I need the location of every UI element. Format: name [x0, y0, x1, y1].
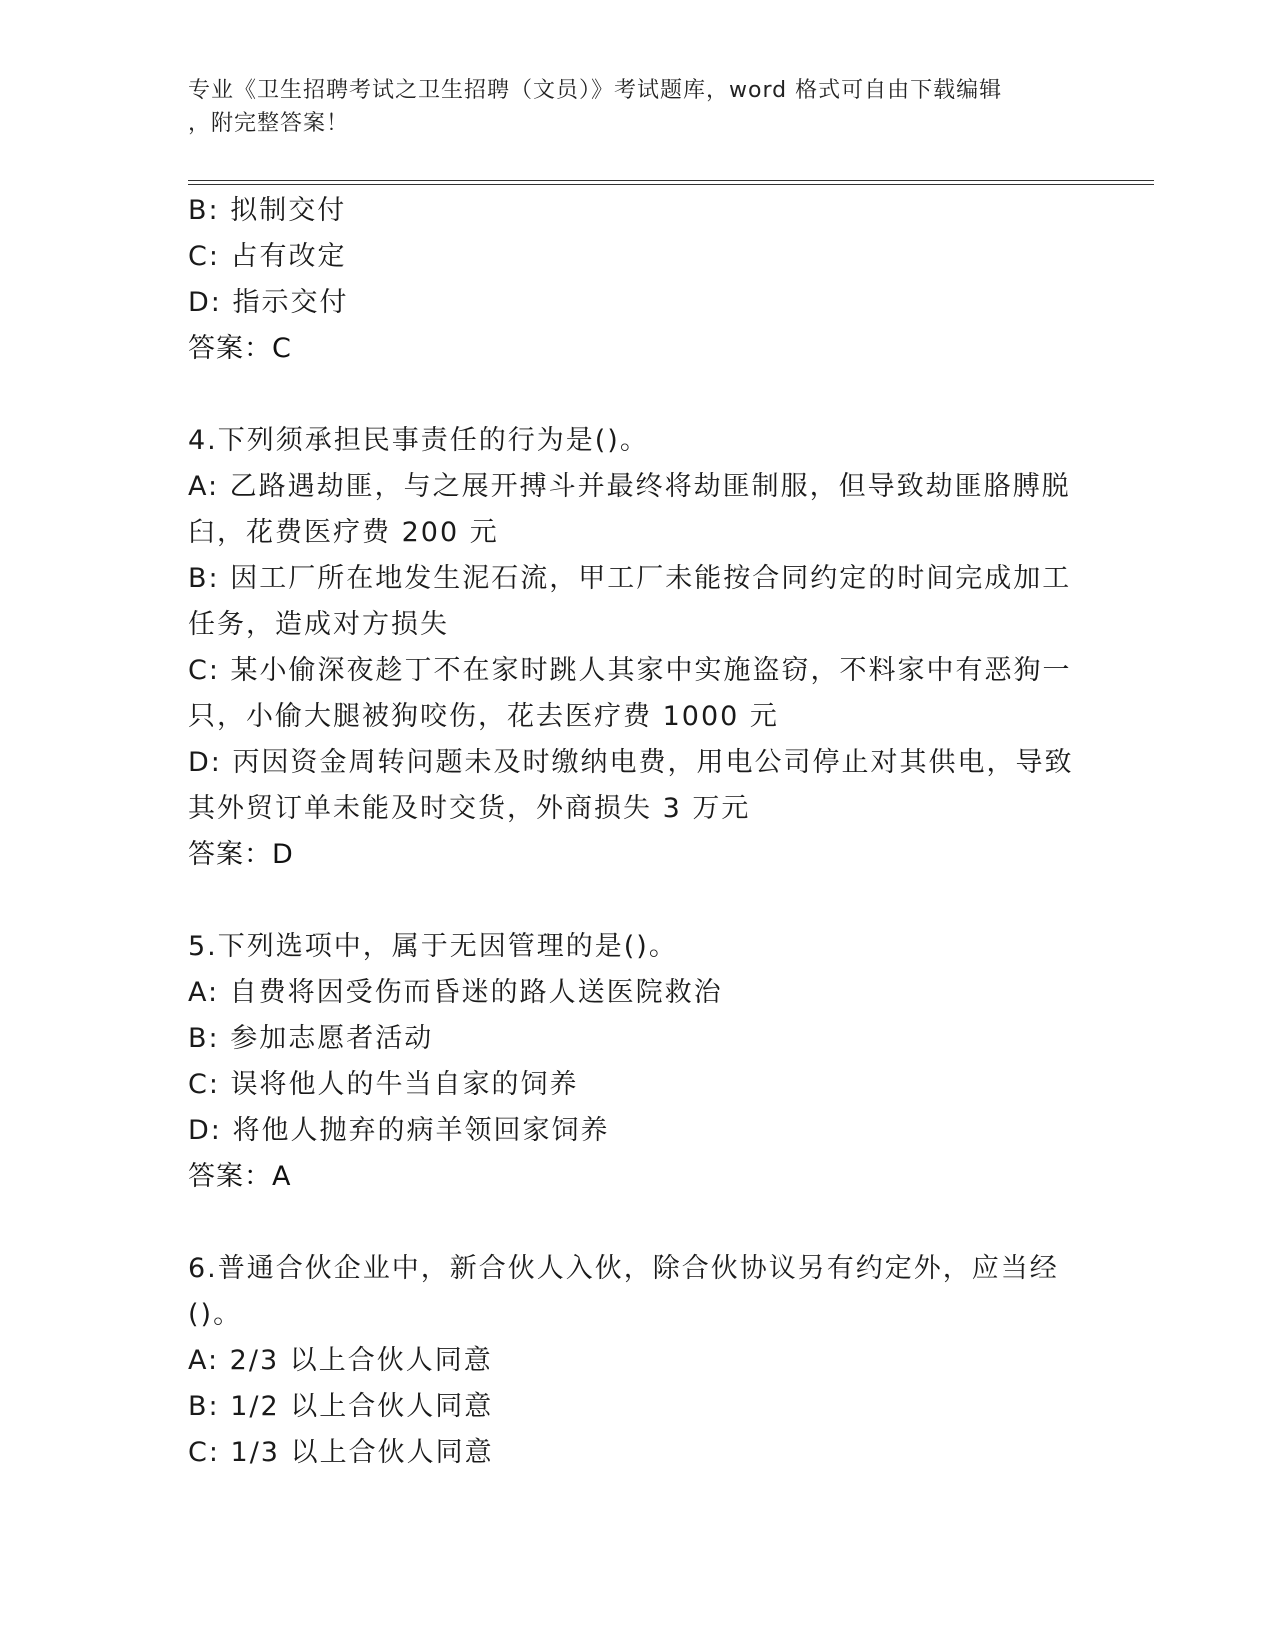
question-5 [188, 924, 1088, 1200]
q5-option-d: D: 将他人抛弃的病羊领回家饲养 [188, 1115, 610, 1146]
q3-option-b: B: 拟制交付 [188, 195, 347, 226]
question-6 [188, 1246, 1088, 1476]
q4-option-c-line-2: 只，小偷大腿被狗咬伤，花去医疗费 1000 元 [188, 701, 779, 732]
question-list [188, 188, 1088, 1476]
q4-option-a-line-2: 臼，花费医疗费 200 元 [188, 517, 499, 548]
header-divider-bottom [188, 184, 1154, 185]
q4-option-c-line-1: C: 某小偷深夜趁丁不在家时跳人其家中实施盗窃，不料家中有恶狗一 [188, 655, 1072, 686]
q5-answer: 答案：A [188, 1161, 292, 1192]
q4-answer: 答案：D [188, 839, 294, 870]
q5-question: 5.下列选项中，属于无因管理的是()。 [188, 931, 678, 962]
q6-question-line-2: ()。 [188, 1299, 243, 1330]
header-divider-top [188, 180, 1154, 181]
q6-option-b: B: 1/2 以上合伙人同意 [188, 1391, 494, 1422]
header-note-line-1: 专业《卫生招聘考试之卫生招聘（文员）》考试题库，word 格式可自由下载编辑 [188, 78, 1003, 103]
q6-option-a: A: 2/3 以上合伙人同意 [188, 1345, 493, 1376]
header-note-line-2: ，附完整答案！ [188, 111, 350, 136]
q6-question-line-1: 6.普通合伙企业中，新合伙人入伙，除合伙协议另有约定外，应当经 [188, 1253, 1059, 1284]
q5-option-c: C: 误将他人的牛当自家的饲养 [188, 1069, 579, 1100]
q4-option-d-line-2: 其外贸订单未能及时交货，外商损失 3 万元 [188, 793, 751, 824]
question-3 [188, 188, 1088, 372]
q4-option-d-line-1: D: 丙因资金周转问题未及时缴纳电费，用电公司停止对其供电，导致 [188, 747, 1074, 778]
q4-option-b-line-2: 任务，造成对方损失 [188, 609, 449, 640]
q3-option-d: D: 指示交付 [188, 287, 349, 318]
q3-answer: 答案：C [188, 333, 292, 364]
spacer [188, 372, 1088, 418]
header-note [188, 74, 1088, 140]
q5-option-b: B: 参加志愿者活动 [188, 1023, 434, 1054]
q4-question: 4.下列须承担民事责任的行为是()。 [188, 425, 649, 456]
q3-option-c: C: 占有改定 [188, 241, 347, 272]
q6-option-c: C: 1/3 以上合伙人同意 [188, 1437, 494, 1468]
spacer [188, 878, 1088, 924]
q5-option-a: A: 自费将因受伤而昏迷的路人送医院救治 [188, 977, 723, 1008]
question-4 [188, 418, 1088, 878]
q4-option-b-line-1: B: 因工厂所在地发生泥石流，甲工厂未能按合同约定的时间完成加工 [188, 563, 1072, 594]
q4-option-a-line-1: A: 乙路遇劫匪，与之展开搏斗并最终将劫匪制服，但导致劫匪胳膊脱 [188, 471, 1071, 502]
spacer [188, 1200, 1088, 1246]
